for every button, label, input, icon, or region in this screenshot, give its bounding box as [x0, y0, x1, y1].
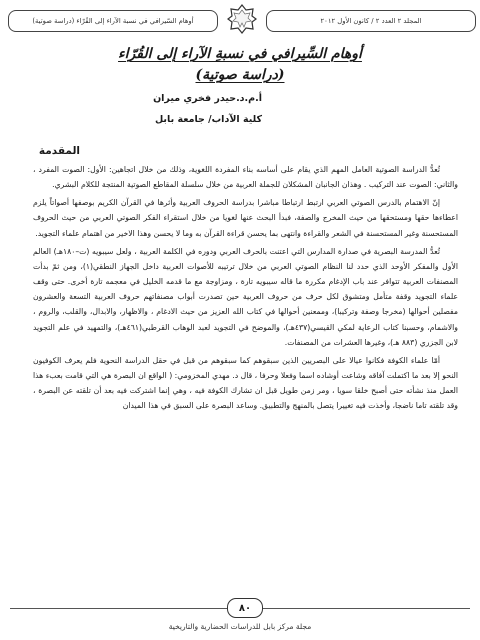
- author-affiliation: كلية الآداب/ جامعة بابل: [154, 114, 262, 125]
- article-body: [33, 162, 458, 417]
- author-name: أ.م.د.حيدر فخري ميران: [153, 93, 262, 104]
- paragraph: أمّا علماء الكوفة فكانوا عيالا على البصريين الذين سبقوهم كما سبقوهم من قبل في حقل الدراسة النحوية فلم يعرف الكوفيون النحو إلا بعد ما اكتملت آفاقه وشاعت أوشاده اسما وفعلا وحرفا ، قال د. مهدي المخزومي: ( الواقع ان البصرة هي التي قامت بعبء هذا العمل منذ نشأته حتى أصبح خلقا سويا ، ومر زمن طويل قبل ان تشارك الكوفة فيه ، وهي إنما اشتركت فيه بعد أن تلقته عن البصرة ، وقد تلقته تاما ناضجا، وأخذت فيه تغييرا يتصل بالمنهج والتطبيق. وساعد البصرة على السبق في هذا الميدان: [33, 355, 458, 411]
- journal-name: مجلة مركز بابل للدراسات الحضارية والتاريخية: [168, 622, 312, 631]
- article-subtitle: (دراسة صوتية): [195, 67, 285, 83]
- issue-info: المجلد ٢ العدد ٢ / كانون الأول ٢٠١٢: [266, 10, 476, 32]
- article-title: أوهام السِّيرافي في نسبةِ الآراء إلى القُرّاء: [118, 46, 362, 62]
- emblem-icon: [227, 4, 257, 34]
- running-title: أوهام السّيرافي في نسبة الآراء إلى القُرّاء (دراسة صوتية): [8, 10, 218, 32]
- page-number: ٨٠: [227, 598, 263, 618]
- section-heading: المقدمة: [38, 145, 80, 157]
- paragraph: تُعدُّ المدرسة البصرية في صدارة المدارس التي اعتنت بالحرف العربي ودوره في الكلمة العربية ، ولعل سيبويه (ت–١٨٠هـ) العالم الأول والمفكر الأوحد الذي حدد لنا النظام الصوتي العربي من خلال ترتيبه للأصوات العربية داخل الجهاز النطقي(١)، ومن ثمّ بدأت المصنفات العربية تتوافر عند باب الإدغام مكررة ما قاله سيبويه تارة ، ومزاوجة مع ما قدمه الخليل في معجمه تارة أخرى. حتى وقف علماء التجويد وقفة متأمل ومتشوق لكل حرف من حروف العربية حين تصدرت أبواب مصنفاتهم حروف العربية التسعة والعشرون مفصلين أحوالها (مخرجا وصفة وتركيبا)، وممعنين أحوالها في كتاب الله العزيز من حيث الادغام ، والاظهار، والابدال، والقلب، والروم ، والاشمام، وحسبنا كتاب الرعاية لمكي القيسي(٤٣٧هـ)، والموضح في التجويد لعبد الوهاب القرطبي(٤٦١هـ)، والتمهيد في علم التجويد لابن الجزري (٨٨٣ هـ)، وغيرها العشرات من المصنفات.: [33, 246, 458, 347]
- page-footer: [0, 598, 480, 640]
- paragraph: تُعدُّ الدراسة الصوتية العامل المهم الذي يقام على أساسه بناء المفردة اللغوية، وذلك من خلال اتجاهين: الأول: الصوت المفرد ، والثاني: الصوت عند التركيب . وهذان الجانبان المشكلان للجملة العربية من خلال سلسلة المقاطع الصوتية المنتجة للكلام البشري.: [33, 165, 458, 190]
- paragraph: إنّ الاهتمام بالدرس الصوتي العربي ارتبط ارتباطا مباشرا بدراسة الحروف العربية وأثرها في القرآن الكريم بوصفها أصواتاً يلزم اعطاءها حقها ومستحقها من حيث المخرج والصفة، فبدأ البحث عنها لغويا من خلال استقراء الفكر الصوتي العربي من حيث الحروف المستحسنة وغير المستحسنة في الشعر والقراءة وانتهى بما يحسن قراءة القرآن به وما لا يحسن وهذا الاخير من اهتمام علماء التجويد.: [33, 198, 458, 238]
- page-header: [8, 8, 474, 38]
